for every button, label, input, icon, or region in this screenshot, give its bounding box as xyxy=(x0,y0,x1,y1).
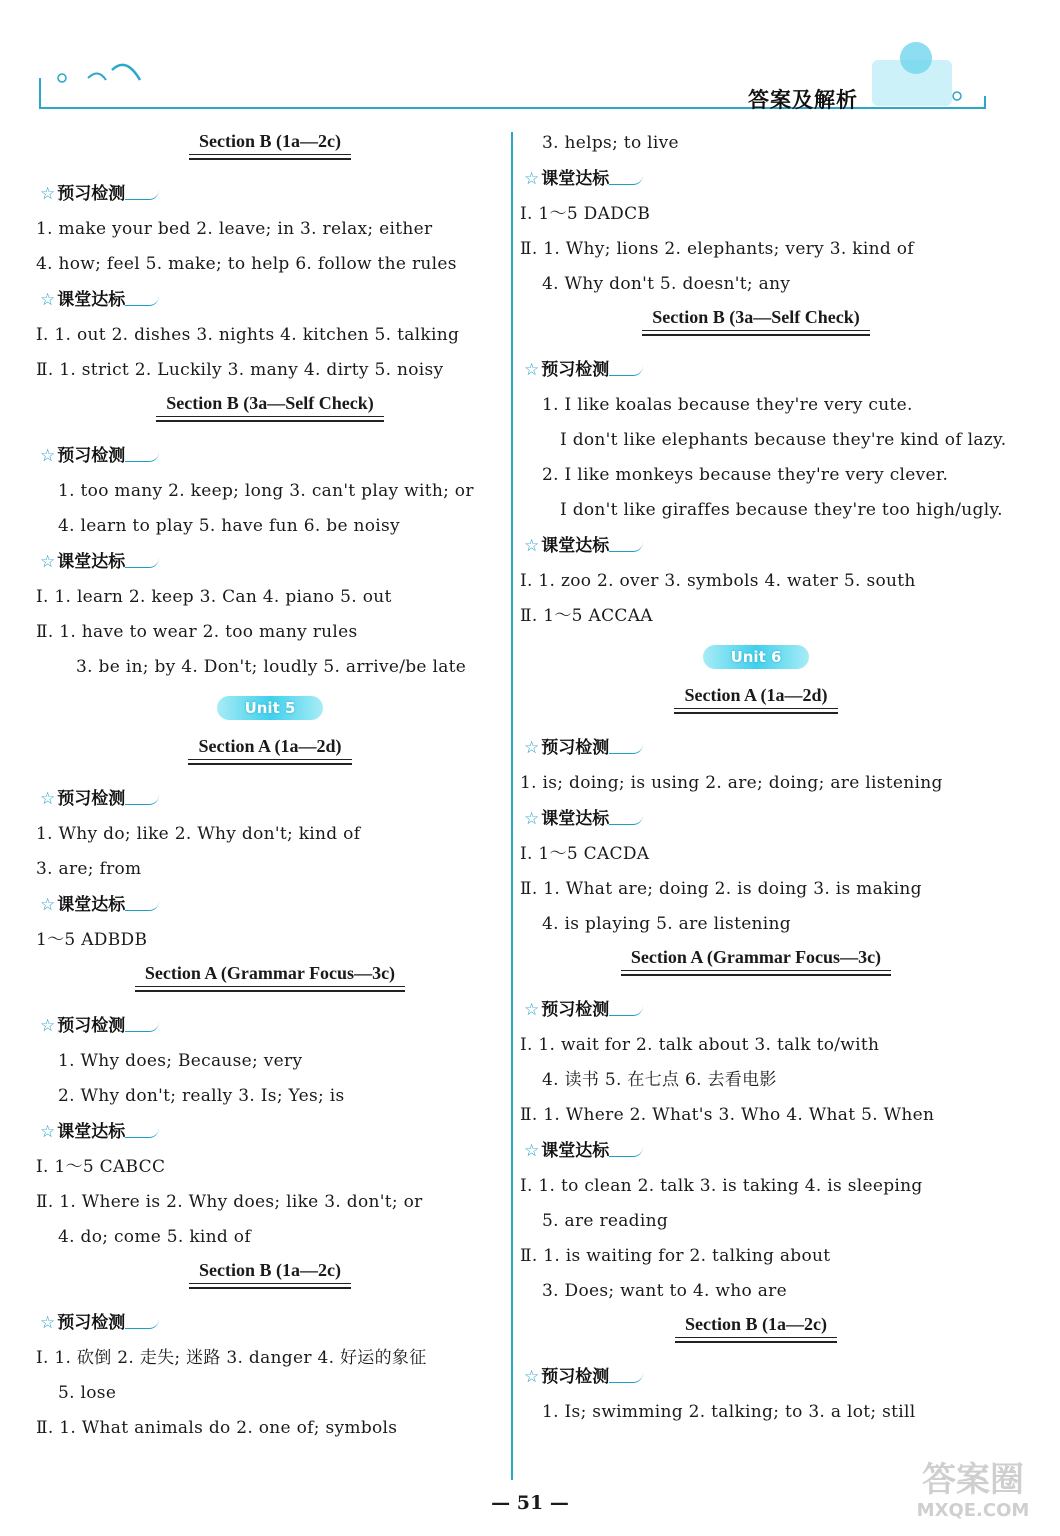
answer-line: Ⅱ. 1. is waiting for 2. talking about xyxy=(520,1246,831,1266)
subsection-heading xyxy=(520,161,992,197)
answer-line: Ⅰ. 1～5 DADCB xyxy=(520,204,651,224)
section-heading-label: Section A (1a—2d) xyxy=(674,685,837,714)
answer-line: 1. too many 2. keep; long 3. can't play with; or xyxy=(58,481,474,501)
answer-line: 1. is; doing; is using 2. are; doing; are listening xyxy=(520,773,943,793)
subsection-label: 课堂达标 xyxy=(57,290,126,310)
section-heading-label: Section B (3a—Self Check) xyxy=(642,307,869,336)
section-heading-label: Section A (1a—2d) xyxy=(188,736,351,765)
answer-line: Ⅱ. 1. strict 2. Luckily 3. many 4. dirty 5. noisy xyxy=(36,360,444,380)
answer-line: I don't like elephants because they're kind of lazy. xyxy=(560,430,1007,450)
swirl-decoration xyxy=(125,189,159,200)
answer-line: I don't like giraffes because they're too high/ugly. xyxy=(560,500,1003,520)
subsection-label: 课堂达标 xyxy=(57,1122,126,1142)
subsection-heading xyxy=(520,801,992,837)
section-heading-label: Section B (1a—2c) xyxy=(189,1260,351,1289)
answer-line: Ⅰ. 1～5 CACDA xyxy=(520,844,650,864)
answer-line: Ⅰ. 1. 砍倒 2. 走失; 迷路 3. danger 4. 好运的象征 xyxy=(36,1348,427,1368)
answer-line: Ⅱ. 1. Where 2. What's 3. Who 4. What 5. When xyxy=(520,1105,935,1125)
subsection-heading xyxy=(520,730,992,766)
star-icon: ☆ xyxy=(40,1122,56,1142)
subsection-heading xyxy=(36,1008,504,1044)
answer-line: 5. lose xyxy=(58,1383,117,1403)
section-heading xyxy=(36,388,504,438)
answer-line: 3. be in; by 4. Don't; loudly 5. arrive/be late xyxy=(76,657,467,677)
section-heading-label: Section B (3a—Self Check) xyxy=(156,393,383,422)
subsection-heading xyxy=(520,1133,992,1169)
answer-line: 3. helps; to live xyxy=(542,133,679,153)
star-icon: ☆ xyxy=(40,446,56,466)
subsection-heading xyxy=(520,1359,992,1395)
star-icon: ☆ xyxy=(524,1367,540,1387)
subsection-label: 预习检测 xyxy=(541,1000,610,1020)
swirl-decoration xyxy=(125,900,159,911)
answer-line: 1. Why do; like 2. Why don't; kind of xyxy=(36,824,361,844)
star-icon: ☆ xyxy=(40,1313,56,1333)
answer-line: 3. are; from xyxy=(36,859,142,879)
answer-line: 3. Does; want to 4. who are xyxy=(542,1281,787,1301)
subsection-heading xyxy=(36,887,504,923)
subsection-heading xyxy=(36,781,504,817)
subsection-label: 课堂达标 xyxy=(57,895,126,915)
subsection-label: 预习检测 xyxy=(57,1016,126,1036)
subsection-label: 课堂达标 xyxy=(57,552,126,572)
swirl-decoration xyxy=(609,1005,643,1016)
swirl-decoration xyxy=(609,814,643,825)
watermark-url: MXQE.COM xyxy=(916,1500,1030,1521)
swirl-decoration xyxy=(125,557,159,568)
answer-line: 1. Is; swimming 2. talking; to 3. a lot; still xyxy=(542,1402,916,1422)
section-heading xyxy=(520,942,992,992)
star-icon: ☆ xyxy=(40,184,56,204)
subsection-label: 预习检测 xyxy=(57,1313,126,1333)
star-icon: ☆ xyxy=(524,809,540,829)
star-icon: ☆ xyxy=(524,360,540,380)
answer-line: 2. Why don't; really 3. Is; Yes; is xyxy=(58,1086,345,1106)
section-heading-label: Section A (Grammar Focus—3c) xyxy=(621,947,891,976)
bird-icon xyxy=(112,65,140,80)
swirl-decoration xyxy=(125,794,159,805)
unit-banner xyxy=(36,685,504,731)
star-icon: ☆ xyxy=(524,738,540,758)
subsection-label: 课堂达标 xyxy=(541,536,610,556)
section-heading xyxy=(36,1255,504,1305)
answer-line: Ⅰ. 1. wait for 2. talk about 3. talk to/with xyxy=(520,1035,880,1055)
subsection-heading xyxy=(520,352,992,388)
answer-line: 4. is playing 5. are listening xyxy=(542,914,791,934)
subsection-heading xyxy=(36,282,504,318)
subsection-label: 课堂达标 xyxy=(541,809,610,829)
watermark-logo xyxy=(898,1460,1048,1532)
swirl-decoration xyxy=(609,365,643,376)
swirl-decoration xyxy=(125,295,159,306)
page-number: — 51 — xyxy=(491,1492,569,1514)
subsection-heading xyxy=(36,1114,504,1150)
answer-line: 2. I like monkeys because they're very clever. xyxy=(542,465,949,485)
answer-line: Ⅰ. 1. zoo 2. over 3. symbols 4. water 5. south xyxy=(520,571,916,591)
subsection-label: 预习检测 xyxy=(541,360,610,380)
answer-line: Ⅱ. 1. Why; lions 2. elephants; very 3. kind of xyxy=(520,239,914,259)
bird-icon xyxy=(88,73,106,80)
subsection-label: 预习检测 xyxy=(541,738,610,758)
answer-column-left xyxy=(36,126,504,1446)
answer-line: Ⅱ. 1. Where is 2. Why does; like 3. don't; or xyxy=(36,1192,423,1212)
subsection-heading xyxy=(36,176,504,212)
section-heading xyxy=(520,302,992,352)
subsection-label: 预习检测 xyxy=(57,446,126,466)
subsection-label: 课堂达标 xyxy=(541,1141,610,1161)
section-heading xyxy=(36,126,504,176)
subsection-label: 预习检测 xyxy=(57,789,126,809)
answer-line: Ⅰ. 1. learn 2. keep 3. Can 4. piano 5. out xyxy=(36,587,392,607)
star-icon: ☆ xyxy=(40,1016,56,1036)
subsection-heading xyxy=(36,438,504,474)
answer-line: Ⅰ. 1. out 2. dishes 3. nights 4. kitchen 5. talking xyxy=(36,325,460,345)
unit-label: Unit 6 xyxy=(703,645,810,669)
subsection-label: 课堂达标 xyxy=(541,169,610,189)
swirl-decoration xyxy=(609,174,643,185)
answer-line: 4. Why don't 5. doesn't; any xyxy=(542,274,791,294)
section-heading-label: Section B (1a—2c) xyxy=(675,1314,837,1343)
watermark-text: 答案圈 xyxy=(922,1460,1024,1500)
subsection-label: 预习检测 xyxy=(57,184,126,204)
answer-line: Ⅱ. 1. have to wear 2. too many rules xyxy=(36,622,358,642)
answer-line: 5. are reading xyxy=(542,1211,669,1231)
star-icon: ☆ xyxy=(524,536,540,556)
answer-line: Ⅱ. 1. What are; doing 2. is doing 3. is making xyxy=(520,879,922,899)
answer-line: 1. make your bed 2. leave; in 3. relax; either xyxy=(36,219,433,239)
column-divider xyxy=(511,132,513,1480)
swirl-decoration xyxy=(125,451,159,462)
answer-line: 1. I like koalas because they're very cute. xyxy=(542,395,913,415)
subsection-label: 预习检测 xyxy=(541,1367,610,1387)
unit-banner xyxy=(520,634,992,680)
section-heading xyxy=(520,680,992,730)
swirl-decoration xyxy=(609,743,643,754)
subsection-heading xyxy=(520,528,992,564)
subsection-heading xyxy=(36,544,504,580)
answer-line: Ⅰ. 1. to clean 2. talk 3. is taking 4. is sleeping xyxy=(520,1176,923,1196)
swirl-decoration xyxy=(609,541,643,552)
swirl-decoration xyxy=(125,1021,159,1032)
answer-line: Ⅱ. 1～5 ACCAA xyxy=(520,606,653,626)
star-icon: ☆ xyxy=(524,1000,540,1020)
answer-line: Ⅱ. 1. What animals do 2. one of; symbols xyxy=(36,1418,398,1438)
section-heading-label: Section A (Grammar Focus—3c) xyxy=(135,963,405,992)
section-heading xyxy=(520,1309,992,1359)
swirl-decoration xyxy=(125,1318,159,1329)
header-title: 答案及解析 xyxy=(748,88,858,112)
section-heading xyxy=(36,958,504,1008)
page-header xyxy=(0,0,1060,130)
star-icon: ☆ xyxy=(40,895,56,915)
star-icon: ☆ xyxy=(524,169,540,189)
swirl-decoration xyxy=(125,1127,159,1138)
section-heading-label: Section B (1a—2c) xyxy=(189,131,351,160)
swirl-decoration xyxy=(609,1146,643,1157)
answer-line: 4. learn to play 5. have fun 6. be noisy xyxy=(58,516,400,536)
answer-line: 4. 读书 5. 在七点 6. 去看电影 xyxy=(542,1070,777,1090)
star-icon: ☆ xyxy=(40,789,56,809)
unit-label: Unit 5 xyxy=(217,696,324,720)
answer-line: 1. Why does; Because; very xyxy=(58,1051,303,1071)
star-icon: ☆ xyxy=(40,290,56,310)
answer-column-right xyxy=(520,126,1007,1430)
answer-line: 1～5 ADBDB xyxy=(36,930,148,950)
header-decoration xyxy=(0,0,1060,130)
subsection-heading xyxy=(520,992,992,1028)
star-icon: ☆ xyxy=(40,552,56,572)
swirl-decoration xyxy=(609,1372,643,1383)
section-heading xyxy=(36,731,504,781)
answer-line: 4. do; come 5. kind of xyxy=(58,1227,251,1247)
subsection-heading xyxy=(36,1305,504,1341)
answer-line: 4. how; feel 5. make; to help 6. follow the rules xyxy=(36,254,457,274)
star-icon: ☆ xyxy=(524,1141,540,1161)
answer-line: Ⅰ. 1～5 CABCC xyxy=(36,1157,166,1177)
